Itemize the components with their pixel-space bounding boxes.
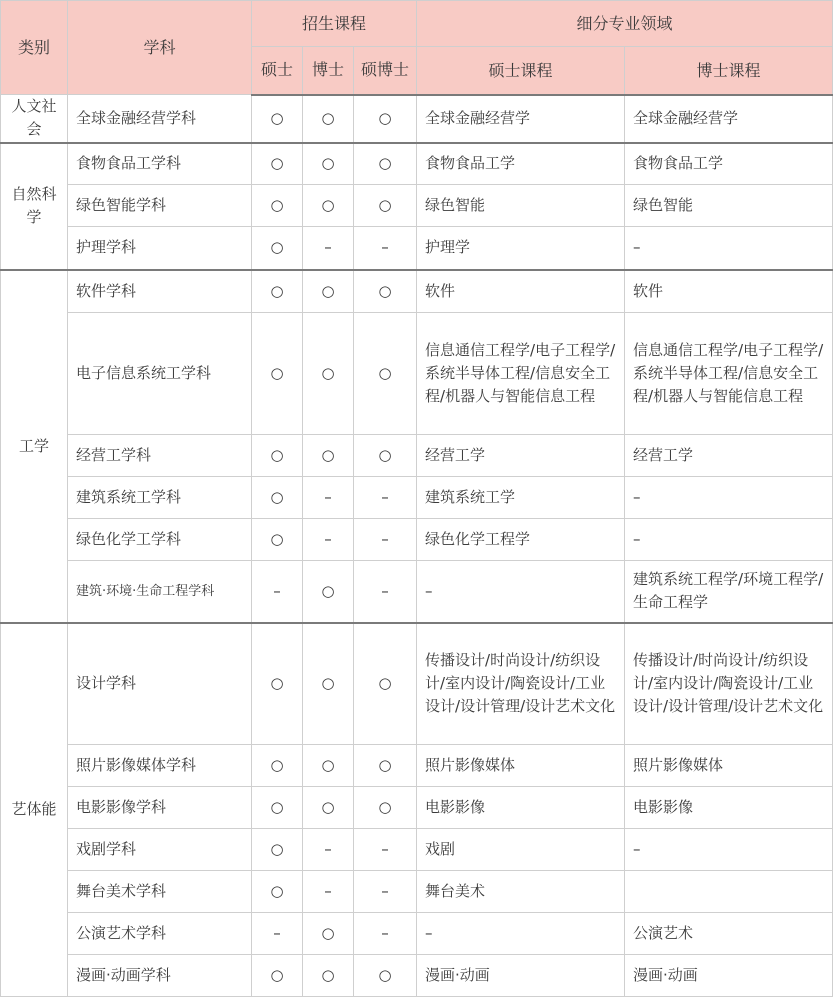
master-mark: – bbox=[252, 913, 303, 955]
master-course-cell: 全球金融经营学 bbox=[417, 95, 625, 143]
header-combined: 硕博士 bbox=[354, 47, 417, 95]
doctor-mark: ○ bbox=[303, 561, 354, 623]
master-course-cell: 戏剧 bbox=[417, 829, 625, 871]
master-mark: ○ bbox=[252, 477, 303, 519]
doctor-mark: ○ bbox=[303, 955, 354, 997]
subject-cell: 电子信息系统工学科 bbox=[68, 313, 252, 435]
combined-mark: – bbox=[354, 829, 417, 871]
header-programs: 招生课程 bbox=[252, 1, 417, 47]
master-mark: ○ bbox=[252, 871, 303, 913]
doctor-mark: ○ bbox=[303, 95, 354, 143]
doctor-mark: ○ bbox=[303, 185, 354, 227]
doctor-course-cell: 照片影像媒体 bbox=[625, 745, 833, 787]
master-mark: ○ bbox=[252, 95, 303, 143]
doctor-course-cell: 绿色智能 bbox=[625, 185, 833, 227]
subject-cell: 漫画·动画学科 bbox=[68, 955, 252, 997]
doctor-course-cell: 公演艺术 bbox=[625, 913, 833, 955]
doctor-mark: ○ bbox=[303, 143, 354, 185]
doctor-course-cell: – bbox=[625, 477, 833, 519]
subject-cell: 全球金融经营学科 bbox=[68, 95, 252, 143]
subject-cell: 设计学科 bbox=[68, 623, 252, 745]
header-master: 硕士 bbox=[252, 47, 303, 95]
master-course-cell: 绿色化学工程学 bbox=[417, 519, 625, 561]
subject-cell: 绿色化学工学科 bbox=[68, 519, 252, 561]
doctor-mark: ○ bbox=[303, 313, 354, 435]
doctor-course-cell: 食物食品工学 bbox=[625, 143, 833, 185]
subject-cell: 绿色智能学科 bbox=[68, 185, 252, 227]
subject-cell: 建筑·环境·生命工程学科 bbox=[68, 561, 252, 623]
master-course-cell: 信息通信工程学/电子工程学/系统半导体工程/信息安全工程/机器人与智能信息工程 bbox=[417, 313, 625, 435]
master-mark: ○ bbox=[252, 185, 303, 227]
master-mark: ○ bbox=[252, 623, 303, 745]
table-row bbox=[1, 313, 833, 435]
master-course-cell: – bbox=[417, 561, 625, 623]
subject-cell: 舞台美术学科 bbox=[68, 871, 252, 913]
table-row bbox=[1, 871, 833, 913]
doctor-course-cell: 软件 bbox=[625, 270, 833, 313]
master-course-cell: – bbox=[417, 913, 625, 955]
doctor-mark: – bbox=[303, 871, 354, 913]
doctor-mark: ○ bbox=[303, 623, 354, 745]
combined-mark: ○ bbox=[354, 623, 417, 745]
table-row bbox=[1, 623, 833, 745]
doctor-course-cell: 信息通信工程学/电子工程学/系统半导体工程/信息安全工程/机器人与智能信息工程 bbox=[625, 313, 833, 435]
combined-mark: ○ bbox=[354, 313, 417, 435]
doctor-course-cell: – bbox=[625, 519, 833, 561]
table-row bbox=[1, 913, 833, 955]
table-row bbox=[1, 185, 833, 227]
master-mark: ○ bbox=[252, 435, 303, 477]
combined-mark: ○ bbox=[354, 143, 417, 185]
master-course-cell: 护理学 bbox=[417, 227, 625, 270]
master-course-cell: 照片影像媒体 bbox=[417, 745, 625, 787]
doctor-course-cell: 漫画·动画 bbox=[625, 955, 833, 997]
doctor-mark: – bbox=[303, 829, 354, 871]
doctor-course-cell: 经营工学 bbox=[625, 435, 833, 477]
doctor-course-cell: 全球金融经营学 bbox=[625, 95, 833, 143]
category-cell: 自然科学 bbox=[1, 143, 68, 270]
master-course-cell: 软件 bbox=[417, 270, 625, 313]
subject-cell: 照片影像媒体学科 bbox=[68, 745, 252, 787]
master-course-cell: 传播设计/时尚设计/纺织设计/室内设计/陶瓷设计/工业设计/设计管理/设计艺术文化 bbox=[417, 623, 625, 745]
subject-cell: 护理学科 bbox=[68, 227, 252, 270]
combined-mark: – bbox=[354, 227, 417, 270]
table-row bbox=[1, 787, 833, 829]
subject-cell: 建筑系统工学科 bbox=[68, 477, 252, 519]
combined-mark: – bbox=[354, 561, 417, 623]
table-row bbox=[1, 143, 833, 185]
doctor-course-cell: 电影影像 bbox=[625, 787, 833, 829]
combined-mark: – bbox=[354, 913, 417, 955]
combined-mark: ○ bbox=[354, 955, 417, 997]
category-cell: 工学 bbox=[1, 270, 68, 623]
combined-mark: ○ bbox=[354, 435, 417, 477]
table-row bbox=[1, 955, 833, 997]
table-row bbox=[1, 435, 833, 477]
master-mark: ○ bbox=[252, 313, 303, 435]
header-category: 类别 bbox=[1, 1, 68, 95]
table-row bbox=[1, 227, 833, 270]
master-mark: – bbox=[252, 561, 303, 623]
master-mark: ○ bbox=[252, 787, 303, 829]
subject-cell: 戏剧学科 bbox=[68, 829, 252, 871]
category-cell: 艺体能 bbox=[1, 623, 68, 997]
master-course-cell: 漫画·动画 bbox=[417, 955, 625, 997]
combined-mark: ○ bbox=[354, 787, 417, 829]
master-course-cell: 建筑系统工学 bbox=[417, 477, 625, 519]
subject-cell: 食物食品工学科 bbox=[68, 143, 252, 185]
table-row bbox=[1, 829, 833, 871]
header-doctor: 博士 bbox=[303, 47, 354, 95]
doctor-course-cell: 建筑系统工程学/环境工程学/生命工程学 bbox=[625, 561, 833, 623]
doctor-course-cell: – bbox=[625, 227, 833, 270]
table-row bbox=[1, 95, 833, 143]
subject-cell: 软件学科 bbox=[68, 270, 252, 313]
doctor-mark: ○ bbox=[303, 787, 354, 829]
combined-mark: ○ bbox=[354, 745, 417, 787]
master-course-cell: 食物食品工学 bbox=[417, 143, 625, 185]
combined-mark: ○ bbox=[354, 270, 417, 313]
table-row bbox=[1, 270, 833, 313]
doctor-course-cell: 传播设计/时尚设计/纺织设计/室内设计/陶瓷设计/工业设计/设计管理/设计艺术文化 bbox=[625, 623, 833, 745]
master-mark: ○ bbox=[252, 829, 303, 871]
doctor-mark: ○ bbox=[303, 270, 354, 313]
doctor-mark: – bbox=[303, 477, 354, 519]
doctor-mark: ○ bbox=[303, 913, 354, 955]
subject-cell: 电影影像学科 bbox=[68, 787, 252, 829]
table-row bbox=[1, 519, 833, 561]
combined-mark: – bbox=[354, 477, 417, 519]
table-row bbox=[1, 561, 833, 623]
category-cell: 人文社会 bbox=[1, 95, 68, 143]
combined-mark: ○ bbox=[354, 185, 417, 227]
doctor-mark: – bbox=[303, 227, 354, 270]
doctor-course-cell bbox=[625, 871, 833, 913]
master-mark: ○ bbox=[252, 519, 303, 561]
master-course-cell: 经营工学 bbox=[417, 435, 625, 477]
master-mark: ○ bbox=[252, 227, 303, 270]
subject-cell: 公演艺术学科 bbox=[68, 913, 252, 955]
subject-cell: 经营工学科 bbox=[68, 435, 252, 477]
master-mark: ○ bbox=[252, 143, 303, 185]
header-fields: 细分专业领域 bbox=[417, 1, 833, 47]
table-row bbox=[1, 745, 833, 787]
master-course-cell: 舞台美术 bbox=[417, 871, 625, 913]
master-course-cell: 绿色智能 bbox=[417, 185, 625, 227]
header-master-course: 硕士课程 bbox=[417, 47, 625, 95]
doctor-mark: ○ bbox=[303, 745, 354, 787]
doctor-mark: ○ bbox=[303, 435, 354, 477]
combined-mark: – bbox=[354, 871, 417, 913]
master-mark: ○ bbox=[252, 955, 303, 997]
doctor-course-cell: – bbox=[625, 829, 833, 871]
header-doctor-course: 博士课程 bbox=[625, 47, 833, 95]
combined-mark: ○ bbox=[354, 95, 417, 143]
master-mark: ○ bbox=[252, 270, 303, 313]
doctor-mark: – bbox=[303, 519, 354, 561]
combined-mark: – bbox=[354, 519, 417, 561]
header-subject: 学科 bbox=[68, 1, 252, 95]
table-row bbox=[1, 477, 833, 519]
master-mark: ○ bbox=[252, 745, 303, 787]
master-course-cell: 电影影像 bbox=[417, 787, 625, 829]
